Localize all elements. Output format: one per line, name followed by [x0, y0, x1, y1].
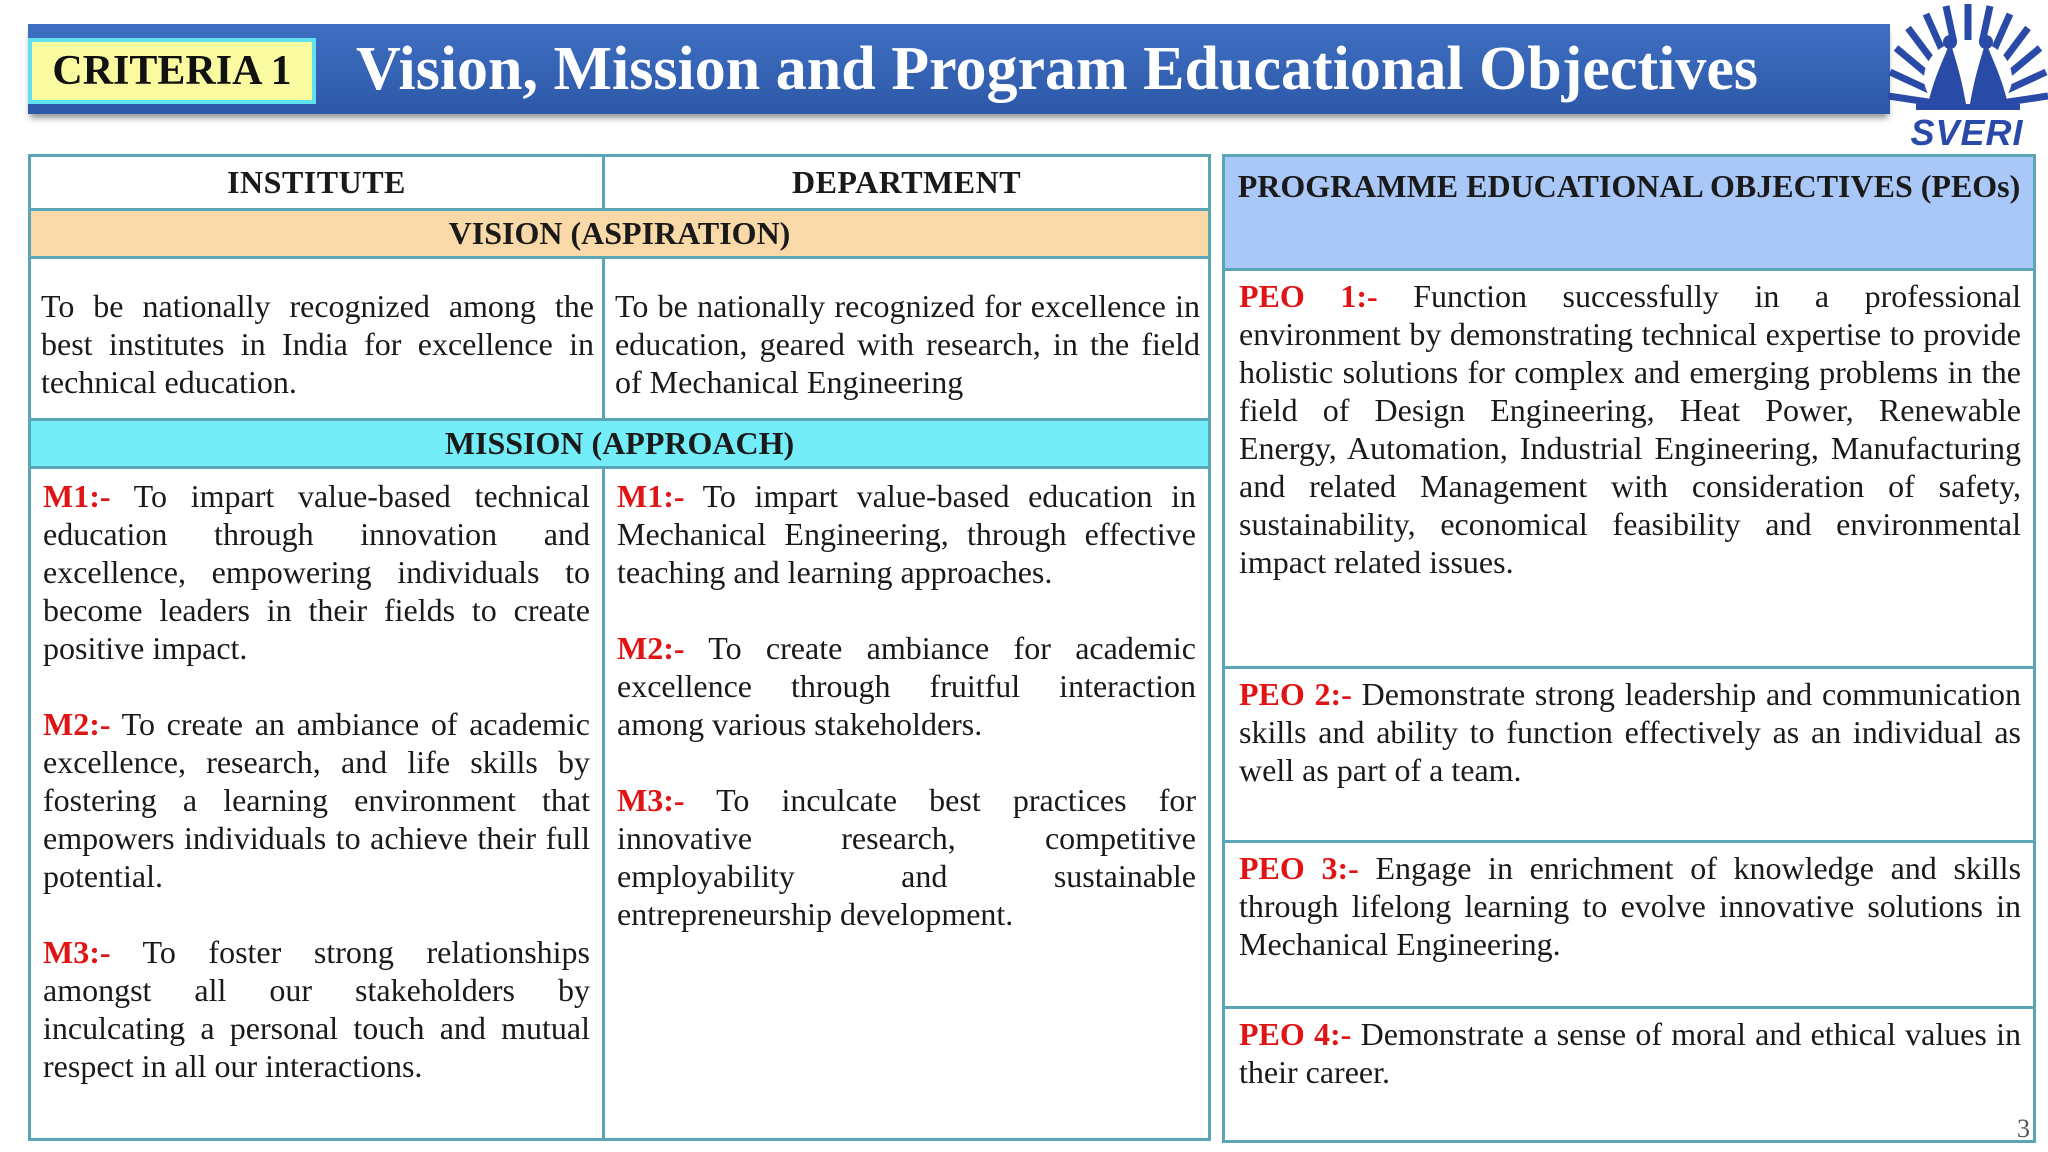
institute-mission-item: [43, 477, 590, 667]
criteria-badge: CRITERIA 1: [28, 38, 316, 104]
mission-text: To create ambiance for academic excellence through fruitful interaction among various stakeholders.: [617, 630, 1197, 742]
peo-item: [1224, 668, 2035, 842]
peo-text: Engage in enrichment of knowledge and skills through lifelong learning to evolve innovative solutions in Mechanical Engineering.: [1239, 850, 2022, 962]
mission-label: M2:-: [617, 630, 685, 666]
logo-wordmark: SVERI: [1910, 112, 2024, 153]
peo-text: Demonstrate a sense of moral and ethical values in their career.: [1239, 1016, 2022, 1090]
institute-vision: To be nationally recognized among the best institutes in India for excellence in technical education.: [30, 258, 604, 420]
institute-mission-item: [43, 705, 590, 895]
peo-label: PEO 4:-: [1239, 1016, 1352, 1052]
peo-item: [1224, 1008, 2035, 1142]
peo-label: PEO 1:-: [1239, 278, 1378, 314]
department-mission-item: [617, 781, 1196, 933]
mission-label: M3:-: [43, 934, 111, 970]
peo-heading: PROGRAMME EDUCATIONAL OBJECTIVES (PEOs): [1224, 156, 2035, 270]
mission-label: M1:-: [617, 478, 685, 514]
peo-table: [1222, 154, 2036, 1143]
institute-mission-item: [43, 933, 590, 1085]
peo-label: PEO 2:-: [1239, 676, 1352, 712]
peo-label: PEO 3:-: [1239, 850, 1359, 886]
page-title: Vision, Mission and Program Educational Objectives: [356, 35, 1758, 103]
mission-heading: MISSION (APPROACH): [30, 420, 1210, 468]
institute-column-header: INSTITUTE: [30, 156, 604, 210]
mission-label: M3:-: [617, 782, 685, 818]
peo-text: Function successfully in a professional environment by demonstrating technical expertise to provide holistic solutions for complex and emerging problems in the field of Design Engineering, Heat Power, Renewable Energy, Automation, Industrial Engineering, Manufacturing and related Management with consideration of safety, sustainability, economical feasibility and environmental impact related issues.: [1239, 278, 2022, 580]
mission-text: To foster strong relationships amongst all our stakeholders by inculcating a personal touch and mutual respect in all our interactions.: [43, 934, 591, 1084]
department-mission-item: [617, 477, 1196, 591]
mission-text: To impart value-based technical education through innovation and excellence, empowering individuals to become leaders in their fields to create positive impact.: [43, 478, 591, 666]
mission-text: To create an ambiance of academic excellence, research, and life skills by fostering a learning environment that empowers individuals to achieve their full potential.: [43, 706, 591, 894]
department-missions: [604, 468, 1210, 1140]
mission-text: To impart value-based education in Mechanical Engineering, through effective teaching and learning approaches.: [617, 478, 1196, 590]
mission-label: M1:-: [43, 478, 111, 514]
institute-missions: [30, 468, 604, 1140]
peo-item: [1224, 842, 2035, 1008]
mission-label: M2:-: [43, 706, 111, 742]
department-vision: To be nationally recognized for excellence in education, geared with research, in the field of Mechanical Engineering: [604, 258, 1210, 420]
page-number: 3: [2017, 1114, 2030, 1143]
department-column-header: DEPARTMENT: [604, 156, 1210, 210]
vision-heading: VISION (ASPIRATION): [30, 210, 1210, 258]
mission-text: To inculcate best practices for innovative research, competitive employability and sustainable entrepreneurship development.: [617, 782, 1196, 932]
peo-item: [1224, 270, 2035, 668]
department-mission-item: [617, 629, 1196, 743]
vision-mission-table: [28, 154, 1211, 1141]
peo-text: Demonstrate strong leadership and communication skills and ability to function effectively as an individual as well as part of a team.: [1239, 676, 2022, 788]
